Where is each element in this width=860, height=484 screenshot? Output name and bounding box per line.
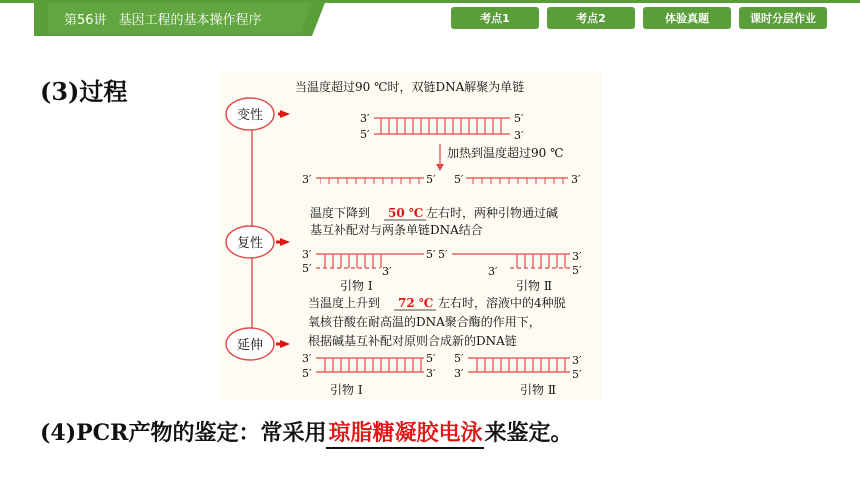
tab-exam-questions-label: 体验真题: [665, 12, 709, 25]
svg-text:氧核苷酸在耐高温的DNA聚合酶的作用下，: 氧核苷酸在耐高温的DNA聚合酶的作用下，: [308, 315, 541, 329]
tab-kaodian-1-label: 考点1: [480, 12, 510, 25]
svg-text:5′: 5′: [426, 352, 436, 365]
svg-text:3′: 3′: [572, 354, 582, 367]
denature-description: 当温度超过90 ℃时，双链DNA解聚为单链: [295, 80, 525, 94]
svg-text:5′: 5′: [438, 248, 448, 261]
top-bar: [0, 0, 860, 36]
svg-text:3′: 3′: [488, 265, 498, 278]
annealing-strands: [302, 248, 582, 293]
heat-description: 加热到温度超过90 ℃: [447, 146, 564, 160]
svg-text:3′: 3′: [360, 112, 370, 125]
tab-homework-label: 课时分层作业: [750, 12, 816, 25]
svg-text:3′: 3′: [571, 173, 581, 186]
svg-text:5′: 5′: [572, 368, 582, 381]
svg-text:5′: 5′: [514, 112, 524, 125]
anneal-temperature: 50 ℃: [388, 206, 424, 220]
svg-text:3′: 3′: [426, 367, 436, 380]
tab-kaodian-2[interactable]: [547, 7, 635, 29]
svg-text:5′: 5′: [454, 352, 464, 365]
anneal-description: [310, 205, 558, 237]
svg-text:根据碱基互补配对原则合成新的DNA链: 根据碱基互补配对原则合成新的DNA链: [308, 334, 517, 348]
tab-homework[interactable]: [739, 7, 827, 29]
section-4-text: [40, 416, 573, 449]
primer-1-label: 引物 Ⅰ: [340, 279, 373, 293]
svg-text:3′: 3′: [302, 248, 312, 261]
svg-text:左右时，两种引物通过碱: 左右时，两种引物通过碱: [426, 206, 559, 220]
arrow-right-icon: [280, 340, 290, 348]
step-denature: [226, 98, 290, 130]
svg-text:5′: 5′: [360, 128, 370, 141]
section-4-suffix: 来鉴定。: [484, 420, 573, 446]
svg-text:5′: 5′: [426, 173, 436, 186]
section-4-prefix: (4)PCR产物的鉴定：常采用: [40, 420, 327, 446]
svg-text:3′: 3′: [302, 352, 312, 365]
extended-strands: [302, 352, 582, 397]
svg-text:3′: 3′: [454, 367, 464, 380]
step-denature-label: 变性: [236, 108, 264, 123]
primer-1-label-extend: 引物 Ⅰ: [330, 383, 363, 397]
step-anneal-label: 复性: [236, 236, 264, 251]
tab-kaodian-1[interactable]: [451, 7, 539, 29]
svg-text:当温度上升到: 当温度上升到: [308, 296, 381, 310]
svg-text:5′: 5′: [302, 262, 312, 275]
double-strand-dna: [360, 112, 524, 142]
extend-description: [308, 295, 566, 348]
svg-text:温度下降到: 温度下降到: [310, 206, 371, 220]
section-3-heading: (3)过程: [40, 77, 128, 106]
svg-text:3′: 3′: [302, 173, 312, 186]
lecture-title: [64, 9, 262, 28]
single-strands: [302, 173, 581, 186]
step-extend: [226, 328, 290, 360]
primer-2-label-extend: 引物 Ⅱ: [520, 383, 556, 397]
lecture-subtitle: 基因工程的基本操作程序: [118, 13, 262, 28]
svg-text:5′: 5′: [426, 248, 436, 261]
svg-text:5′: 5′: [302, 367, 312, 380]
svg-text:5′: 5′: [572, 264, 582, 277]
tab-kaodian-2-label: 考点2: [576, 12, 606, 25]
primer-2-label: 引物 Ⅱ: [516, 279, 552, 293]
svg-text:5′: 5′: [454, 173, 464, 186]
pcr-diagram: [220, 72, 602, 400]
tab-exam-questions[interactable]: [643, 7, 731, 29]
pcr-diagram-svg: [220, 72, 602, 400]
arrow-right-icon: [280, 238, 290, 246]
svg-text:3′: 3′: [514, 129, 524, 142]
svg-text:3′: 3′: [382, 265, 392, 278]
svg-text:3′: 3′: [572, 250, 582, 263]
arrow-down-icon: [436, 164, 444, 171]
svg-text:基互补配对与两条单链DNA结合: 基互补配对与两条单链DNA结合: [310, 223, 483, 237]
lecture-number: 第56讲: [64, 13, 107, 28]
heat-arrow: [436, 144, 564, 171]
step-anneal: [226, 226, 290, 258]
step-extend-label: 延伸: [236, 338, 264, 353]
answer-blank: 琼脂糖凝胶电泳: [326, 416, 484, 449]
extend-temperature: 72 ℃: [398, 296, 434, 310]
svg-text:左右时，溶液中的4种脱: 左右时，溶液中的4种脱: [438, 296, 566, 310]
